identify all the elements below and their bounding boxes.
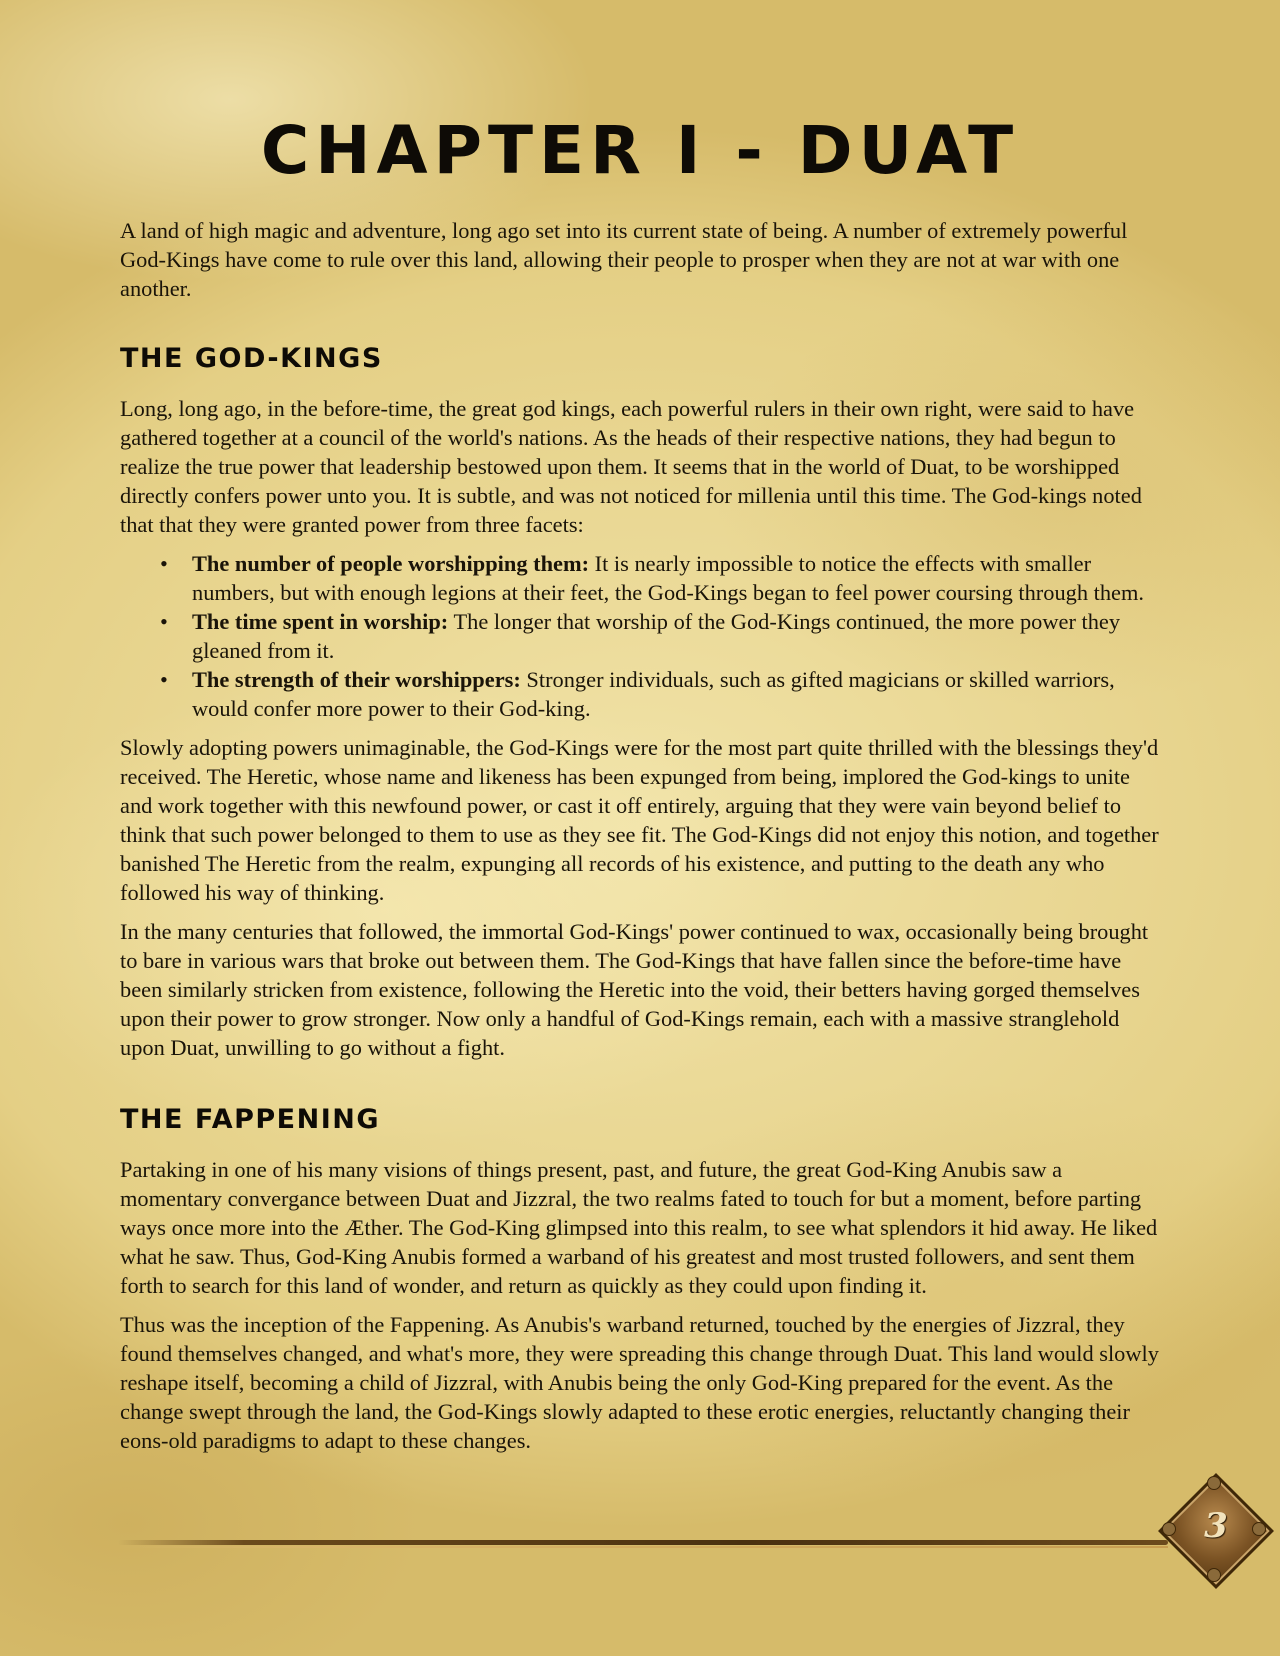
list-item-text: It is nearly impossible to notice the effects with smaller numbers, but with enough legions at their feet, the God-Kings began to feel power coursing through them. (192, 551, 1145, 605)
bullet-icon: • (160, 667, 168, 692)
footer-rule (118, 1540, 1168, 1545)
list-item-lead: The time spent in worship: (192, 609, 449, 634)
facets-list (120, 549, 1166, 723)
list-item (160, 549, 1166, 607)
chapter-title: CHAPTER I - DUAT (260, 112, 1020, 189)
god-kings-paragraph-1: Long, long ago, in the before-time, the great god kings, each powerful rulers in their own right, were said to have gathered together at a council of the world's nations. As the heads of their respective nations, they had begun to realize the true power that leadership bestowed upon them. It seems that in the world of Duat, to be worshipped directly confers power unto you. It is subtle, and was not noticed for millenia until this time. The God-kings noted that that they were granted power from three facets: (120, 396, 1142, 537)
fappening-paragraph-1: Partaking in one of his many visions of things present, past, and future, the great God-King Anubis saw a momentary convergance between Duat and Jizzral, the two realms fated to touch for but a moment, before parting ways once more into the Æther. The God-King glimpsed into this realm, to see what splendors it hid away. He liked what he saw. Thus, God-King Anubis formed a warband of his greatest and most trusted followers, and sent them forth to search for this land of wonder, and return as quickly as they could upon finding it. (120, 1157, 1158, 1298)
section-heading-god-kings: THE GOD-KINGS (120, 343, 383, 374)
page-number: 3 (1204, 1506, 1228, 1546)
list-item-lead: The strength of their worshippers: (192, 667, 521, 692)
fappening-paragraph-2: Thus was the inception of the Fappening. As Anubis's warband returned, touched by the energies of Jizzral, they found themselves changed, and what's more, they were spreading this change through Duat. This land would slowly reshape itself, becoming a child of Jizzral, with Anubis being the only God-King prepared for the event. As the change swept through the land, the God-Kings slowly adapted to these erotic energies, reluctantly changing their eons-old paradigms to adapt to these changes. (120, 1312, 1159, 1453)
list-item-lead: The number of people worshipping them: (192, 551, 590, 576)
list-item (160, 665, 1166, 723)
list-item (160, 607, 1166, 665)
footer-rule-highlight (118, 1546, 1168, 1548)
bullet-icon: • (160, 609, 168, 634)
page-content (120, 216, 1166, 1465)
bullet-icon: • (160, 551, 168, 576)
badge-stud-icon (1207, 1568, 1221, 1582)
badge-stud-icon (1207, 1476, 1221, 1490)
badge-stud-icon (1162, 1522, 1176, 1536)
list-item-text: The longer that worship of the God-Kings continued, the more power they gleaned from it. (192, 609, 1121, 663)
section-heading-fappening: THE FAPPENING (120, 1104, 381, 1135)
list-item-text: Stronger individuals, such as gifted magicians or skilled warriors, would confer more power to their God-king. (192, 667, 1115, 721)
intro-paragraph: A land of high magic and adventure, long ago set into its current state of being. A number of extremely powerful God-Kings have come to rule over this land, allowing their people to prosper when they are not at war with one another. (120, 218, 1128, 301)
god-kings-paragraph-3: In the many centuries that followed, the immortal God-Kings' power continued to wax, occasionally being brought to bare in various wars that broke out between them. The God-Kings that have fallen since the before-time have been similarly stricken from existence, following the Heretic into the void, their betters having gorged themselves upon their power to grow stronger. Now only a handful of God-Kings remain, each with a massive stranglehold upon Duat, unwilling to go without a fight. (120, 919, 1149, 1060)
god-kings-paragraph-2: Slowly adopting powers unimaginable, the God-Kings were for the most part quite thrilled with the blessings they'd received. The Heretic, whose name and likeness has been expunged from being, implored the God-kings to unite and work together with this newfound power, or cast it off entirely, arguing that they were vain beyond belief to think that such power belonged to them to use as they see fit. The God-Kings did not enjoy this notion, and together banished The Heretic from the realm, expunging all records of his existence, and putting to the death any who followed his way of thinking. (120, 735, 1159, 905)
